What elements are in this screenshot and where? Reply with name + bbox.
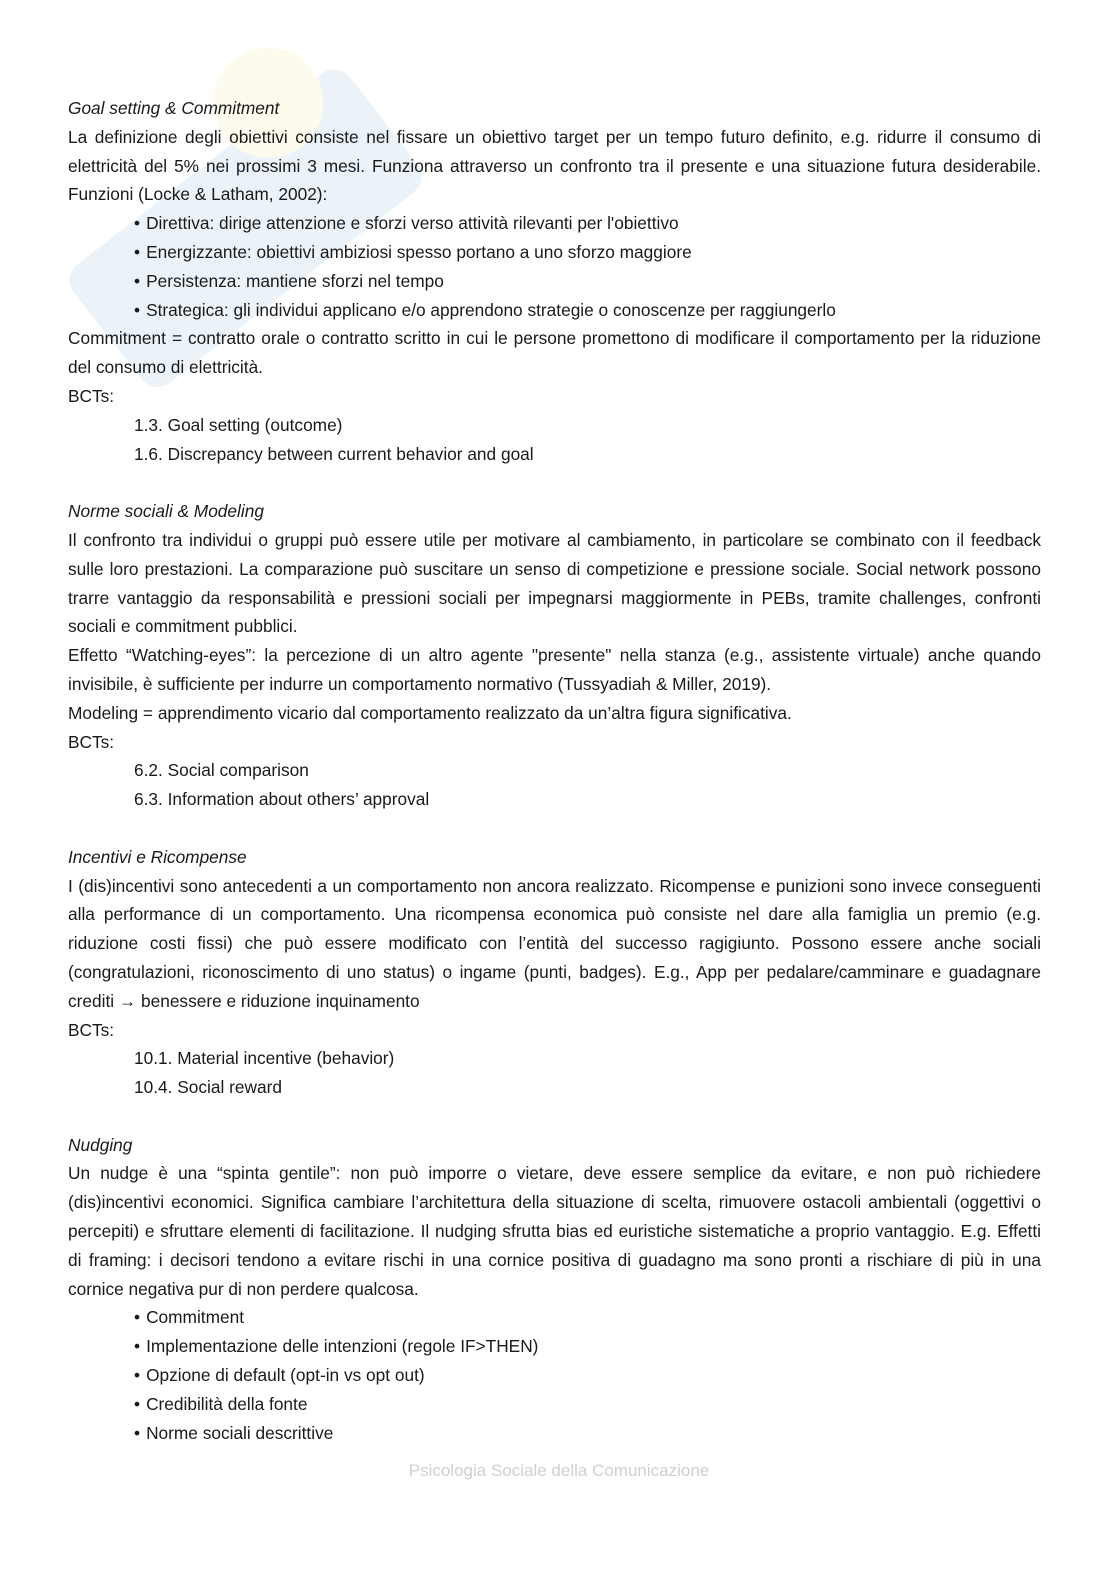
bullet-item bbox=[68, 1332, 1041, 1361]
paragraph: Il confronto tra individui o gruppi può essere utile per motivare al cambiamento, in particolare se combinato con il feedback sulle loro prestazioni. La comparazione può suscitare un senso di competizione e pressione sociale. Social network possono trarre vantaggio da responsabilità e pressioni sociali per impegnarsi maggiormente in PEBs, tramite challenges, confronti sociali e commitment pubblici. bbox=[68, 529, 1041, 637]
bullet-item bbox=[68, 238, 1041, 267]
section-title: Norme sociali & Modeling bbox=[68, 501, 264, 522]
paragraph: La definizione degli obiettivi consiste nel fissare un obiettivo target per un tempo futuro definito, e.g. ridurre il consumo di elettricità del 5% nei prossimi 3 mesi. Funziona attraverso un confronto tra il presente e una situazione futura desiderabile. Funzioni (Locke & Latham, 2002): bbox=[68, 126, 1041, 205]
bcts-list bbox=[68, 756, 1041, 814]
document-body bbox=[68, 94, 1041, 1447]
bullet-text: Credibilità della fonte bbox=[146, 1393, 308, 1414]
section-title: Nudging bbox=[68, 1134, 133, 1155]
paragraph: Commitment = contratto orale o contratto scritto in cui le persone promettono di modificare il comportamento per la riduzione del consumo di elettricità. bbox=[68, 328, 1041, 378]
bct-item: 1.6. Discrepancy between current behavior and goal bbox=[134, 443, 534, 464]
section-title: Incentivi e Ricompense bbox=[68, 846, 247, 867]
bct-item: 6.3. Information about others’ approval bbox=[134, 789, 430, 810]
bullet-item bbox=[68, 267, 1041, 296]
bullet-text: Energizzante: obiettivi ambiziosi spesso portano a uno sforzo maggiore bbox=[146, 241, 692, 262]
bullet-item bbox=[68, 1390, 1041, 1419]
paragraph: I (dis)incentivi sono antecedenti a un comportamento non ancora realizzato. Ricompense e punizioni sono invece conseguenti alla performance di un comportamento. Una ricompensa economica può consiste nel dare alla famiglia un premio (e.g. riduzione costi fissi) che può essere modificato con l’entità del successo ragigiunto. Possono essere anche sociali (congratulazioni, riconoscimento di uno status) o ingame (punti, badges). E.g., App per pedalare/camminare e guadagnare crediti → benessere e riduzione inquinamento bbox=[68, 875, 1041, 1011]
bct-item: 1.3. Goal setting (outcome) bbox=[134, 414, 343, 435]
bullet-list bbox=[68, 209, 1041, 324]
paragraph: Effetto “Watching-eyes”: la percezione di un altro agente "presente" nella stanza (e.g., assistente virtuale) anche quando invisibile, è sufficiente per indurre un comportamento normativo (Tussyadiah & Miller, 2019). bbox=[68, 645, 1041, 694]
bullet-text: Persistenza: mantiene sforzi nel tempo bbox=[146, 270, 444, 291]
bcts-label: BCTs: bbox=[68, 731, 115, 752]
bullet-glyph: • bbox=[134, 1393, 141, 1414]
bullet-glyph: • bbox=[134, 241, 141, 262]
section-spacer bbox=[68, 468, 1041, 497]
bullet-text: Norme sociali descrittive bbox=[146, 1422, 334, 1443]
page-footer: Psicologia Sociale della Comunicazione bbox=[408, 1461, 710, 1480]
section bbox=[68, 1131, 1041, 1448]
bullet-item bbox=[68, 1361, 1041, 1390]
bullet-item bbox=[68, 1303, 1041, 1332]
bct-item: 6.2. Social comparison bbox=[134, 760, 309, 781]
bct-item: 10.4. Social reward bbox=[134, 1077, 282, 1098]
bcts-list bbox=[68, 1044, 1041, 1102]
section-title: Goal setting & Commitment bbox=[68, 98, 280, 118]
section-spacer bbox=[68, 814, 1041, 843]
section bbox=[68, 94, 1041, 468]
bullet-list bbox=[68, 1303, 1041, 1447]
bullet-glyph: • bbox=[134, 1307, 141, 1328]
bcts-label: BCTs: bbox=[68, 385, 115, 406]
section bbox=[68, 843, 1041, 1102]
bullet-item bbox=[68, 1419, 1041, 1448]
bullet-text: Strategica: gli individui applicano e/o apprendono strategie o conoscenze per raggiungerlo bbox=[146, 299, 836, 320]
paragraph: Un nudge è una “spinta gentile”: non può imporre o vietare, deve essere semplice da evitare, e non può richiedere (dis)incentivi economici. Significa cambiare l’architettura della situazione di scelta, rimuovere ostacoli ambientali (oggettivi o percepiti) e sfruttare elementi di facilitazione. Il nudging sfrutta bias ed euristiche sistematiche a proprio vantaggio. E.g. Effetti di framing: i decisori tendono a evitare rischi in una cornice positiva di guadagno ma sono pronti a rischiare di più in una cornice negativa pur di non perdere qualcosa. bbox=[68, 1163, 1041, 1299]
bullet-glyph: • bbox=[134, 213, 141, 234]
paragraph: Modeling = apprendimento vicario dal comportamento realizzato da un’altra figura significativa. bbox=[68, 702, 792, 723]
bullet-glyph: • bbox=[134, 1336, 141, 1357]
bct-item: 10.1. Material incentive (behavior) bbox=[134, 1048, 395, 1069]
section bbox=[68, 497, 1041, 814]
bcts-list bbox=[68, 411, 1041, 469]
bullet-item bbox=[68, 296, 1041, 325]
bullet-text: Commitment bbox=[146, 1307, 245, 1328]
bcts-label: BCTs: bbox=[68, 1019, 115, 1040]
bullet-text: Opzione di default (opt-in vs opt out) bbox=[146, 1365, 425, 1386]
bullet-item bbox=[68, 209, 1041, 238]
bullet-text: Implementazione delle intenzioni (regole IF>THEN) bbox=[146, 1336, 539, 1357]
bullet-text: Direttiva: dirige attenzione e sforzi verso attività rilevanti per l'obiettivo bbox=[146, 213, 679, 234]
bullet-glyph: • bbox=[134, 1422, 141, 1443]
section-spacer bbox=[68, 1102, 1041, 1131]
bullet-glyph: • bbox=[134, 299, 141, 320]
bullet-glyph: • bbox=[134, 1365, 141, 1386]
bullet-glyph: • bbox=[134, 270, 141, 291]
